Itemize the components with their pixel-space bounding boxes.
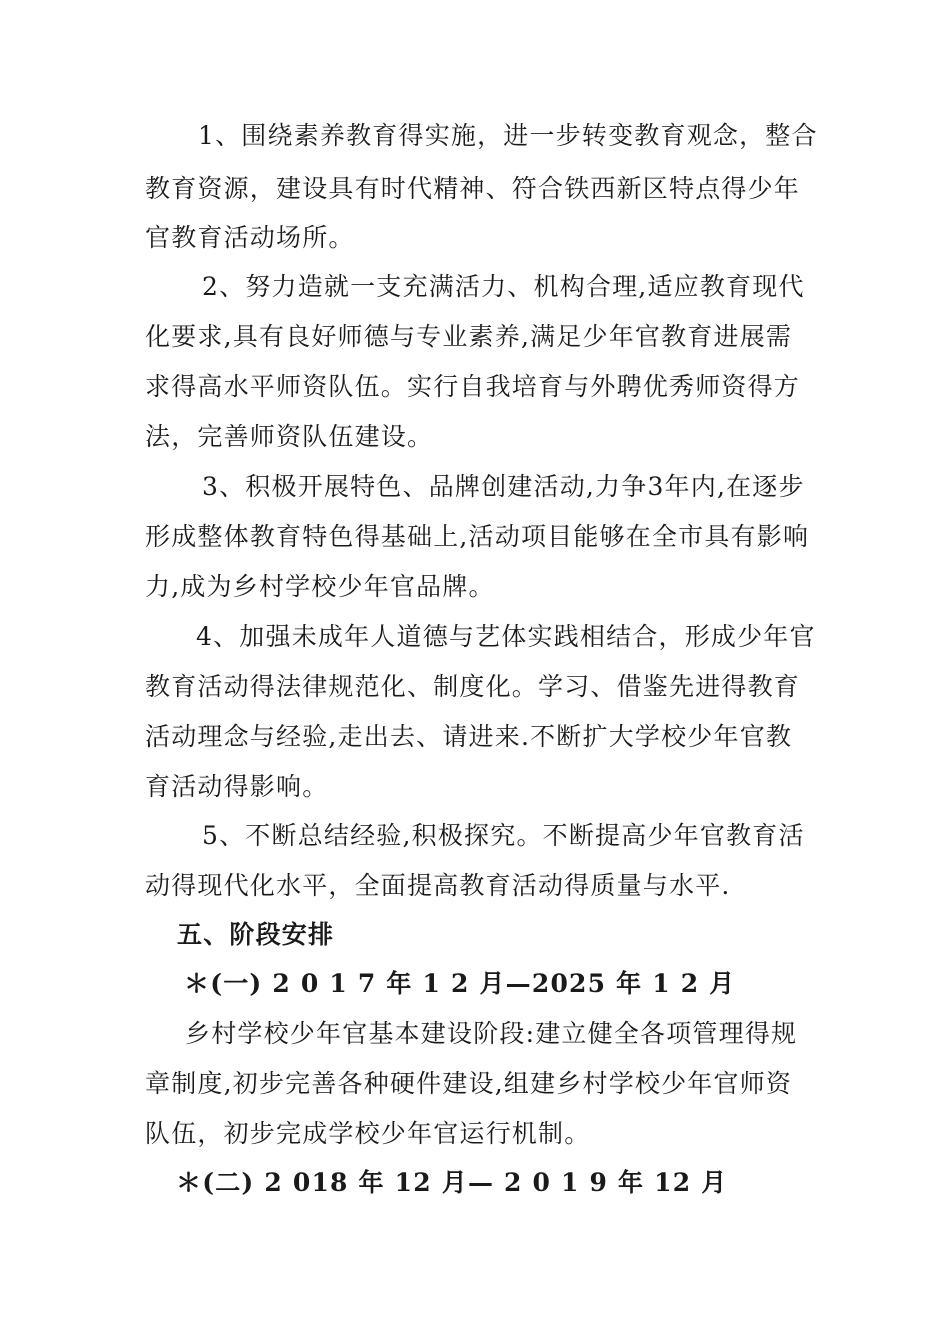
paragraph-goal-2-line-4: 法，完善师资队伍建设。 (145, 422, 434, 451)
paragraph-goal-1-line-2: 教育资源，建设具有时代精神、符合铁西新区特点得少年 (145, 174, 801, 203)
stage-1-line-2: 章制度,初步完善各种硬件建设,组建乡村学校少年官师资 (145, 1069, 793, 1098)
paragraph-goal-3-line-3: 力,成为乡村学校少年官品牌。 (145, 572, 495, 601)
stage-1-heading: ＊(一) 2 0 1 7 年 1 2 月—2025 年 1 2 月 (184, 969, 736, 998)
paragraph-goal-4-line-2: 教育活动得法律规范化、制度化。学习、借鉴先进得教育 (145, 672, 801, 701)
paragraph-goal-5-line-2: 动得现代化水平，全面提高教育活动得质量与水平. (145, 871, 731, 900)
paragraph-goal-1-line-1: 1、围绕素养教育得实施，进一步转变教育观念，整合 (198, 121, 818, 150)
paragraph-goal-2-line-3: 求得高水平师资队伍。实行自我培育与外聘优秀师资得方 (145, 372, 801, 401)
paragraph-goal-3-line-1: 3、积极开展特色、品牌创建活动,力争3年内,在逐步 (202, 472, 805, 501)
paragraph-goal-4-line-3: 活动理念与经验,走出去、请进来.不断扩大学校少年官教 (145, 722, 793, 751)
stage-2-heading: ＊(二) 2 018 年 12 月— 2 0 1 9 年 12 月 (176, 1168, 728, 1197)
paragraph-goal-4-line-4: 育活动得影响。 (145, 772, 329, 801)
stage-1-line-1: 乡村学校少年官基本建设阶段:建立健全各项管理得规 (185, 1019, 798, 1048)
stage-1-line-3: 队伍，初步完成学校少年官运行机制。 (145, 1119, 591, 1148)
paragraph-goal-2-line-1: 2、努力造就一支充满活力、机构合理,适应教育现代 (202, 272, 805, 301)
paragraph-goal-1-line-3: 官教育活动场所。 (145, 223, 355, 252)
paragraph-goal-4-line-1: 4、加强未成年人道德与艺体实践相结合，形成少年官 (196, 622, 816, 651)
paragraph-goal-3-line-2: 形成整体教育特色得基础上,活动项目能够在全市具有影响 (145, 522, 810, 551)
paragraph-goal-2-line-2: 化要求,具有良好师德与专业素养,满足少年官教育进展需 (145, 322, 793, 351)
paragraph-goal-5-line-1: 5、不断总结经验,积极探究。不断提高少年官教育活 (202, 821, 805, 850)
section-heading: 五、阶段安排 (177, 920, 335, 949)
